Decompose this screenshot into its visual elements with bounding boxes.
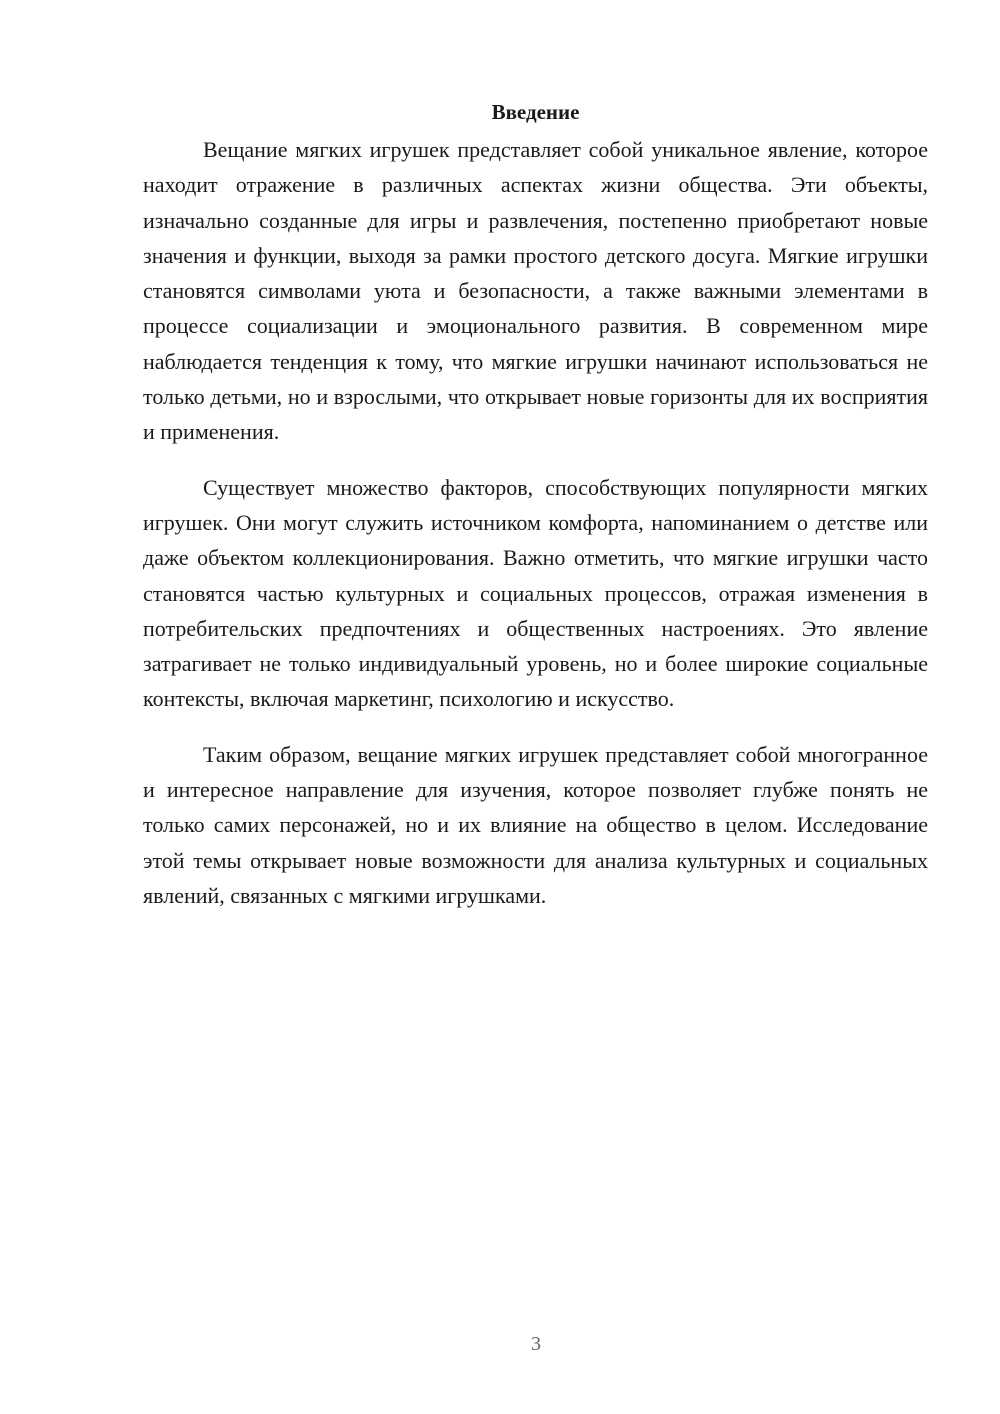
paragraph-2: Существует множество факторов, способствующих популярности мягких игрушек. Они могут служить источником комфорта, напоминанием о детстве или даже объектом коллекционирования. Важно отметить, что мягкие игрушки часто становятся частью культурных и социальных процессов, отражая изменения в потребительских предпочтениях и общественных настроениях. Это явление затрагивает не только индивидуальный уровень, но и более широкие социальные контексты, включая маркетинг, психологию и искусство. bbox=[143, 474, 928, 712]
page-number: 3 bbox=[531, 1333, 541, 1355]
paragraph-1: Вещание мягких игрушек представляет собой уникальное явление, которое находит отражение в различных аспектах жизни общества. Эти объекты, изначально созданные для игры и развлечения, постепенно приобретают новые значения и функции, выходя за рамки простого детского досуга. Мягкие игрушки становятся символами уюта и безопасности, а также важными элементами в процессе социализации и эмоционального развития. В современном мире наблюдается тенденция к тому, что мягкие игрушки начинают использоваться не только детьми, но и взрослыми, что открывает новые горизонты для их восприятия и применения. bbox=[143, 137, 928, 445]
paragraph-3: Таким образом, вещание мягких игрушек представляет собой многогранное и интересное направление для изучения, которое позволяет глубже понять не только самих персонажей, но и их влияние на общество в целом. Исследование этой темы открывает новые возможности для анализа культурных и социальных явлений, связанных с мягкими игрушками. bbox=[143, 741, 928, 908]
page-content bbox=[143, 95, 928, 933]
section-heading: Введение bbox=[491, 100, 580, 124]
